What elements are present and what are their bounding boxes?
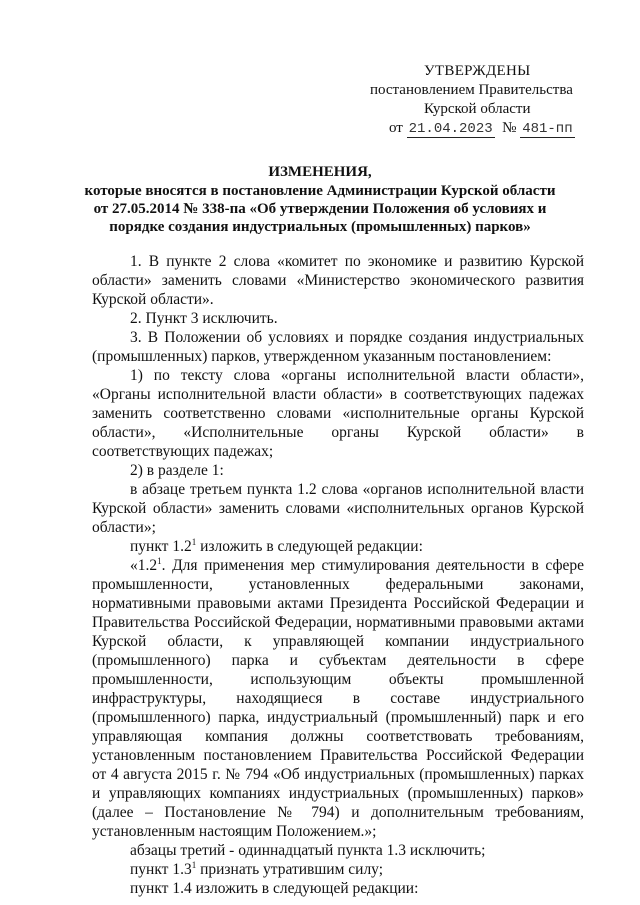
paragraph-4: 1) по тексту слова «органы исполнительной власти области», «Органы исполнительной власти области» в соответствующих падежах заменить соответственно словами «исполнительные органы Курской области», «Исполнительные органы Курской области» в соответствующих падежах;: [92, 367, 584, 460]
paragraph-6: в абзаце третьем пункта 1.2 слова «органов исполнительной власти Курской области» заменить словами «исполнительных органов Курской области»;: [92, 481, 584, 536]
paragraph-8: «$1.2^1$. Для применения мер стимулирования деятельности в сфере промышленности, установленных федеральными законами, нормативными правовыми актами Президента Российской Федерации и Правительства Российской Федерации, нормативными правовыми актами Курской области, к управляющей компании индустриального (промышленного) парка и субъектам деятельности в сфере промышленности, использующим объекты промышленной инфраструктуры, находящиеся в составе индустриального (промышленного) парка, индустриальный (промышленный) парк и его управляющая компания должны соответствовать требованиям, установленным постановлением Правительства Российской Федерации от 4 августа 2015 г. № 794 «Об индустриальных (промышленных) парках и управляющих компаниях индустриальных (промышленных) парков» (далее – Постановление № 794) и дополнительным требованиям, установленным настоящим Положением.»;: [92, 556, 584, 840]
paragraph-3: 3. В Положении об условиях и порядке создания индустриальных (промышленных) парков, утвержденном указанным постановлением:: [92, 329, 584, 365]
document-title: [60, 163, 580, 236]
title-line-2: от 27.05.2014 № 338-па «Об утверждении Положения об условиях и: [93, 201, 547, 217]
document-body: [92, 252, 584, 898]
paragraph-11: пункт 1.4 изложить в следующей редакции:: [130, 880, 419, 897]
title-line-3: порядке создания индустриальных (промышленных) парков»: [109, 219, 531, 235]
approval-number: 481-пп: [522, 121, 573, 137]
approved-by-line-2: Курской области: [424, 101, 531, 117]
approval-date: 21.04.2023: [408, 121, 493, 137]
paragraph-9: абзацы третий - одиннадцатый пункта 1.3 исключить;: [130, 842, 486, 859]
approval-date-number: [360, 119, 600, 138]
approved-by-line-1: постановлением Правительства: [370, 82, 573, 98]
approved-heading: УТВЕРЖДЕНЫ: [424, 63, 531, 79]
date-prefix: от: [389, 120, 403, 136]
paragraph-7: пункт $1.2^1$ изложить в следующей редакции:: [130, 537, 423, 555]
title-line-1: которые вносятся в постановление Администрации Курской области: [84, 183, 556, 199]
paragraph-10: пункт $1.3^1$ признать утратившим силу;: [130, 860, 384, 878]
paragraph-5: 2) в разделе 1:: [130, 462, 224, 479]
number-prefix: №: [502, 120, 517, 136]
approval-block: [360, 62, 600, 138]
title-main: ИЗМЕНЕНИЯ,: [268, 164, 372, 180]
paragraph-2: 2. Пункт 3 исключить.: [130, 310, 278, 327]
paragraph-1: 1. В пункте 2 слова «комитет по экономике и развитию Курской области» заменить словами «Министерство экономического развития Курской области».: [92, 253, 584, 308]
